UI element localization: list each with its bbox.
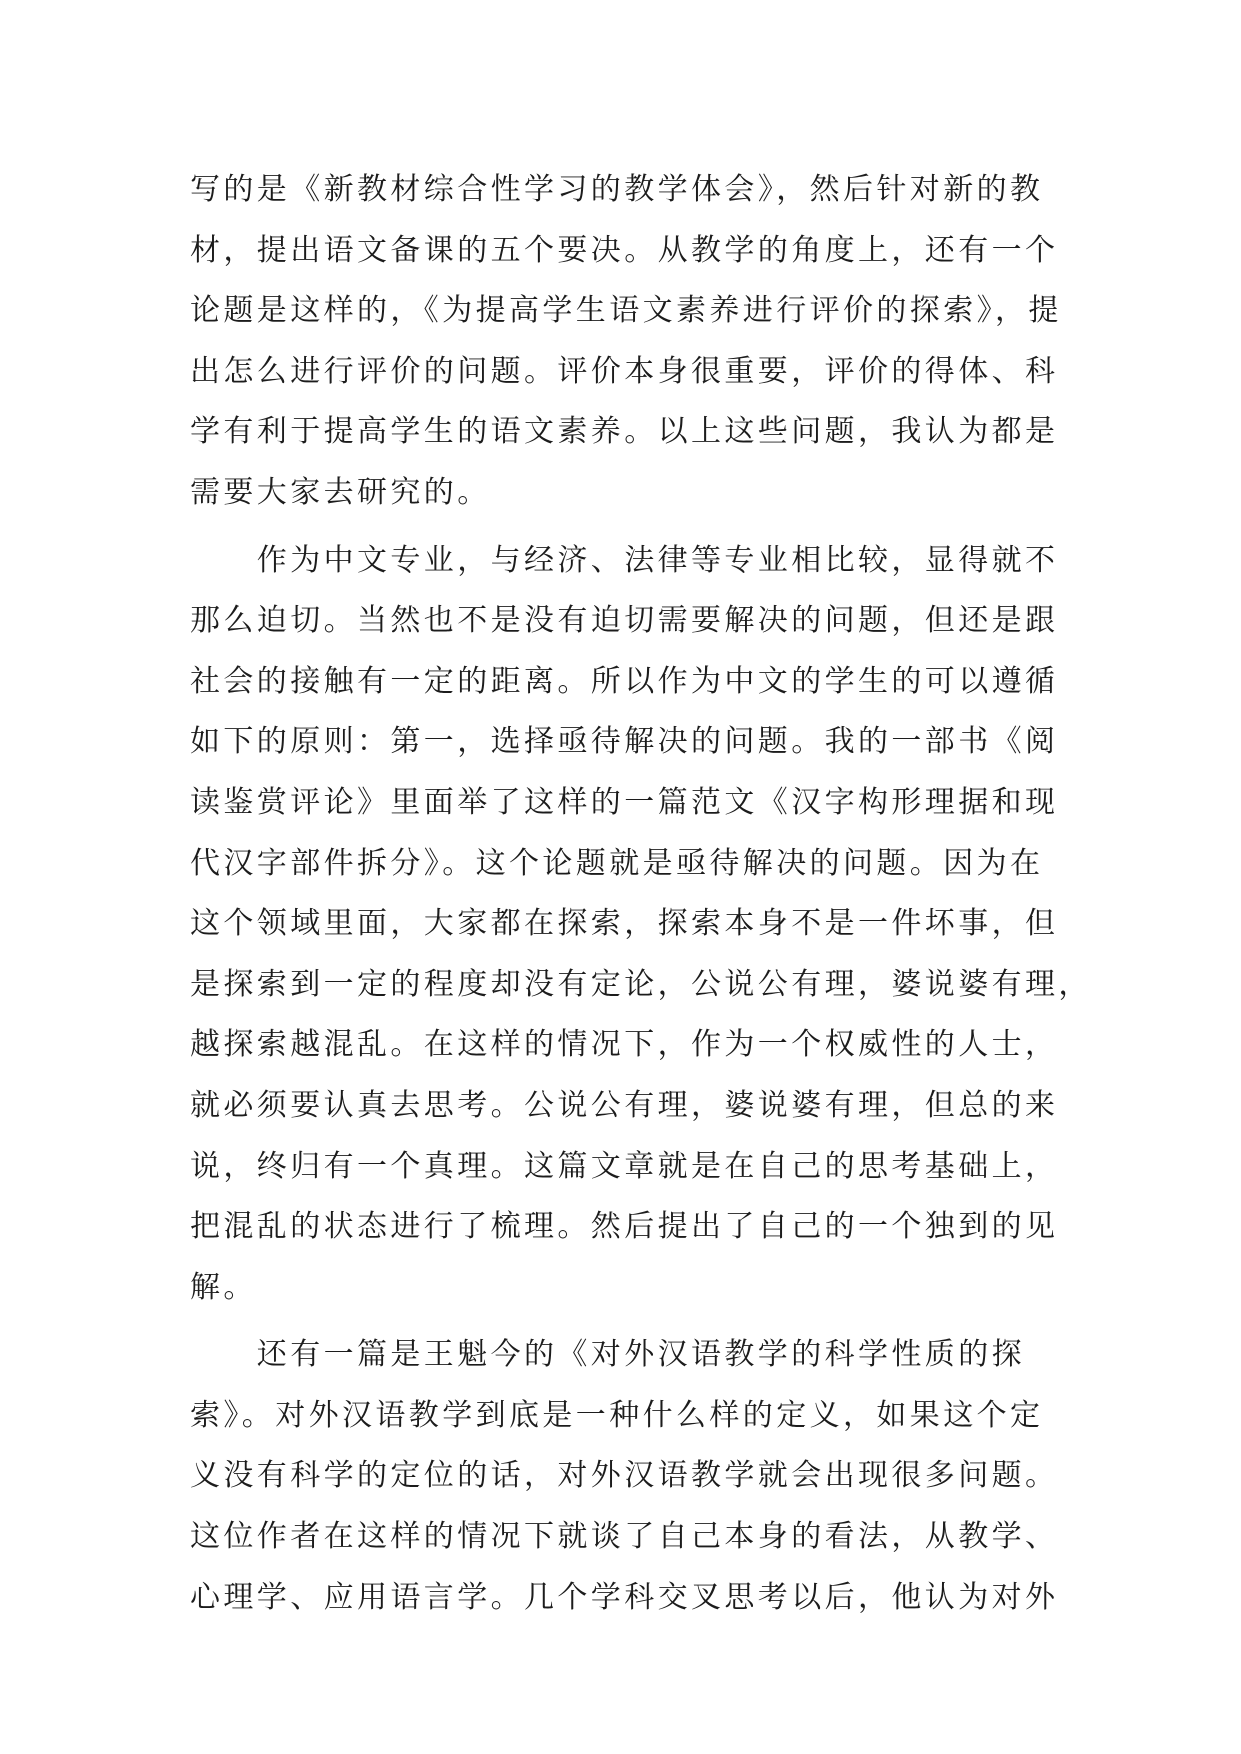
text-line: 写的是《新教材综合性学习的教学体会》，然后针对新的教 <box>190 172 1044 207</box>
text-line: 把混乱的状态进行了梳理。然后提出了自己的一个独到的见 <box>190 1209 1059 1245</box>
text-line: 那么迫切。当然也不是没有迫切需要解决的问题，但还是跟 <box>190 603 1059 639</box>
text-line: 需要大家去研究的。 <box>190 474 491 510</box>
paragraph <box>190 531 1092 1319</box>
text-line: 索》。对外汉语教学到底是一种什么样的定义，如果这个定 <box>190 1397 1044 1433</box>
text-line: 这位作者在这样的情况下就谈了自己本身的看法，从教学、 <box>190 1519 1059 1555</box>
text-line: 出怎么进行评价的问题。评价本身很重要，评价的得体、科 <box>190 353 1059 389</box>
text-line: 是探索到一定的程度却没有定论，公说公有理，婆说婆有理， <box>190 966 1092 1002</box>
text-line: 代汉字部件拆分》。这个论题就是亟待解决的问题。因为在 <box>190 845 1044 881</box>
text-line: 作为中文专业，与经济、法律等专业相比较，显得就不 <box>190 542 1059 578</box>
paragraph <box>190 160 1062 524</box>
text-line: 解。 <box>190 1269 257 1305</box>
text-line: 就必须要认真去思考。公说公有理，婆说婆有理，但总的来 <box>190 1087 1059 1123</box>
text-line: 学有利于提高学生的语文素养。以上这些问题，我认为都是 <box>190 414 1059 450</box>
text-line: 材，提出语文备课的五个要决。从教学的角度上，还有一个 <box>190 232 1059 268</box>
paragraph <box>190 1325 1059 1628</box>
paragraph-spacer <box>190 524 1052 531</box>
text-line: 义没有科学的定位的话，对外汉语教学就会出现很多问题。 <box>190 1458 1059 1494</box>
text-line: 社会的接触有一定的距离。所以作为中文的学生的可以遵循 <box>190 663 1059 699</box>
text-line: 如下的原则：第一，选择亟待解决的问题。我的一部书《阅 <box>190 724 1059 760</box>
text-line: 心理学、应用语言学。几个学科交叉思考以后，他认为对外 <box>190 1579 1059 1615</box>
text-line: 越探索越混乱。在这样的情况下，作为一个权威性的人士， <box>190 1027 1059 1063</box>
text-line: 读鉴赏评论》里面举了这样的一篇范文《汉字构形理据和现 <box>190 784 1059 820</box>
text-line: 还有一篇是王魁今的《对外汉语教学的科学性质的探 <box>190 1337 1025 1373</box>
text-line: 论题是这样的，《为提高学生语文素养进行评价的探索》，提 <box>190 293 1062 329</box>
text-line: 说，终归有一个真理。这篇文章就是在自己的思考基础上， <box>190 1148 1059 1184</box>
text-line: 这个领域里面，大家都在探索，探索本身不是一件坏事，但 <box>190 906 1059 942</box>
paragraph-spacer <box>190 1318 1052 1325</box>
document-body <box>190 160 1092 1628</box>
